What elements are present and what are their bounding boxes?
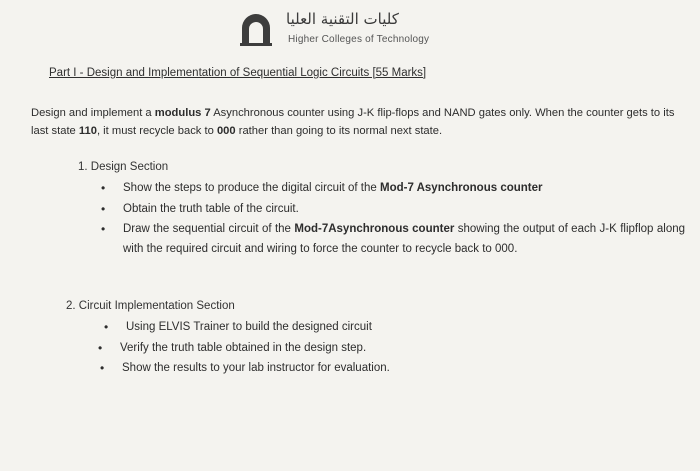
bullet-icon: • <box>101 222 106 236</box>
bullet-icon: • <box>101 202 106 216</box>
bullet-icon: • <box>100 361 105 375</box>
list-item-text: Using ELVIS Trainer to build the designed circuit <box>126 321 372 333</box>
design-section-title: 1. Design Section <box>78 161 169 173</box>
list-item-text: Verify the truth table obtained in the design step. <box>120 342 367 354</box>
intro-bold-reset-state: 000 <box>216 125 236 137</box>
list-item <box>104 317 666 337</box>
intro-bold-last-state: 110 <box>78 125 97 137</box>
intro-paragraph <box>31 104 681 140</box>
list-item <box>101 199 683 219</box>
list-item-bold: Mod-7Asynchronous counter <box>294 223 455 235</box>
list-item <box>98 338 660 358</box>
intro-text: rather than going to its normal next state. <box>235 125 443 137</box>
implementation-section-title: 2. Circuit Implementation Section <box>66 300 235 312</box>
intro-bold-modulus: modulus 7 <box>154 107 211 119</box>
college-name-arabic: كليات التقنية العليا <box>286 10 399 28</box>
intro-text: Asynchronous counter using J-K flip-flops and NAND gates only. When the counter gets to its last state <box>31 107 675 137</box>
bullet-icon: • <box>104 320 109 334</box>
list-item-text: showing the output of each J-K flipflop along with the required circuit and wiring to force the counter to recycle back to 000. <box>123 223 686 255</box>
intro-text: Design and implement a <box>31 107 155 119</box>
bullet-icon: • <box>101 181 106 195</box>
intro-text: , it must recycle back to <box>96 125 217 137</box>
part-heading: Part I - Design and Implementation of Sequential Logic Circuits [55 Marks] <box>49 67 427 79</box>
bullet-icon: • <box>98 341 103 355</box>
list-item <box>101 219 686 259</box>
list-item <box>100 358 662 378</box>
list-item-text: Show the results to your lab instructor for evaluation. <box>122 362 390 374</box>
list-item-text: Show the steps to produce the digital circuit of the <box>123 182 380 194</box>
college-name-english: Higher Colleges of Technology <box>288 34 430 45</box>
list-item-text: Obtain the truth table of the circuit. <box>123 203 299 215</box>
list-item-text: Draw the sequential circuit of the <box>123 223 295 235</box>
list-item-bold: Mod-7 Asynchronous counter <box>379 182 543 194</box>
list-item <box>101 178 683 198</box>
hct-logo-icon <box>236 8 276 48</box>
